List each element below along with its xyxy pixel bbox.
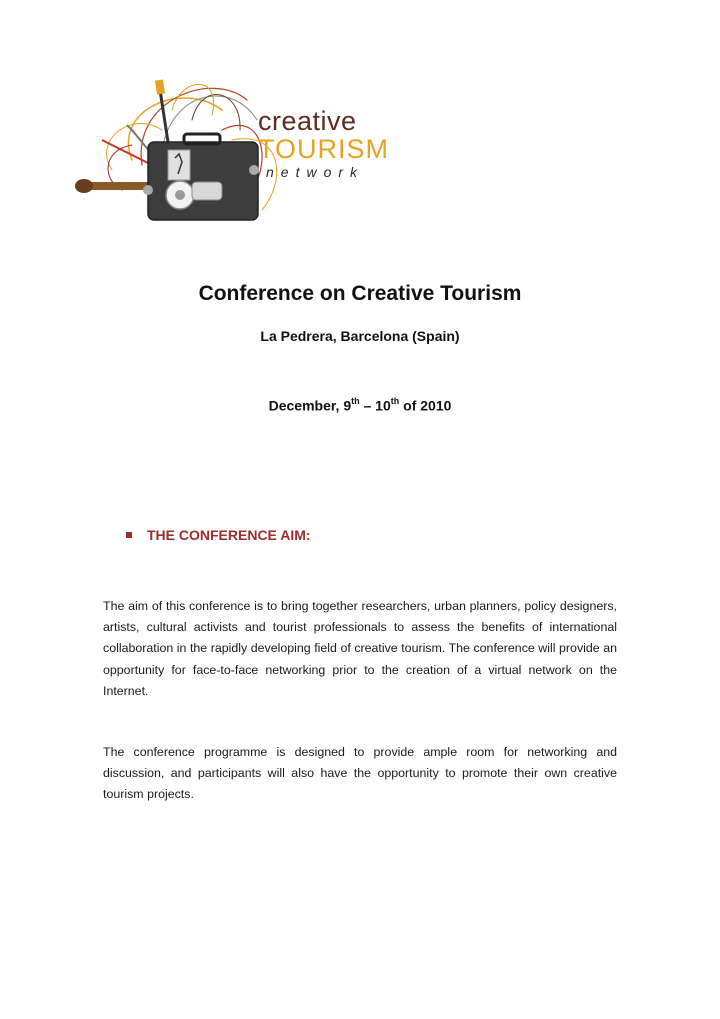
section-heading xyxy=(126,527,311,543)
date-sup-2: th xyxy=(390,396,400,406)
date-middle: – 10 xyxy=(359,397,391,414)
venue-subtitle: La Pedrera, Barcelona (Spain) xyxy=(260,328,460,344)
creative-tourism-logo xyxy=(72,70,390,230)
paragraph-programme: The conference programme is designed to provide ample room for networking and discussion, and participants will also have the opportunity to promote their own creative tourism projects. xyxy=(103,745,617,802)
date-sup-1: th xyxy=(351,396,360,406)
logo-line-network: network xyxy=(266,164,365,180)
section-heading-text: THE CONFERENCE AIM: xyxy=(147,527,311,543)
logo-line-creative: creative xyxy=(258,106,357,136)
conference-date xyxy=(0,397,720,414)
date-prefix: December, 9 xyxy=(268,397,352,414)
square-bullet-icon xyxy=(126,532,132,538)
paragraph-aim: The aim of this conference is to bring together researchers, urban planners, policy designers, artists, cultural activists and tourist professionals to assess the benefits of international collaboration in the rapidly developing field of creative tourism. The conference will provide an opportunity for face-to-face networking prior to the creation of a virtual network on the Internet. xyxy=(103,599,617,698)
logo-wordmark xyxy=(258,108,389,179)
logo-line-tourism: TOURISM xyxy=(258,134,390,164)
document-title: Conference on Creative Tourism xyxy=(198,282,522,305)
date-suffix: of 2010 xyxy=(399,397,452,414)
